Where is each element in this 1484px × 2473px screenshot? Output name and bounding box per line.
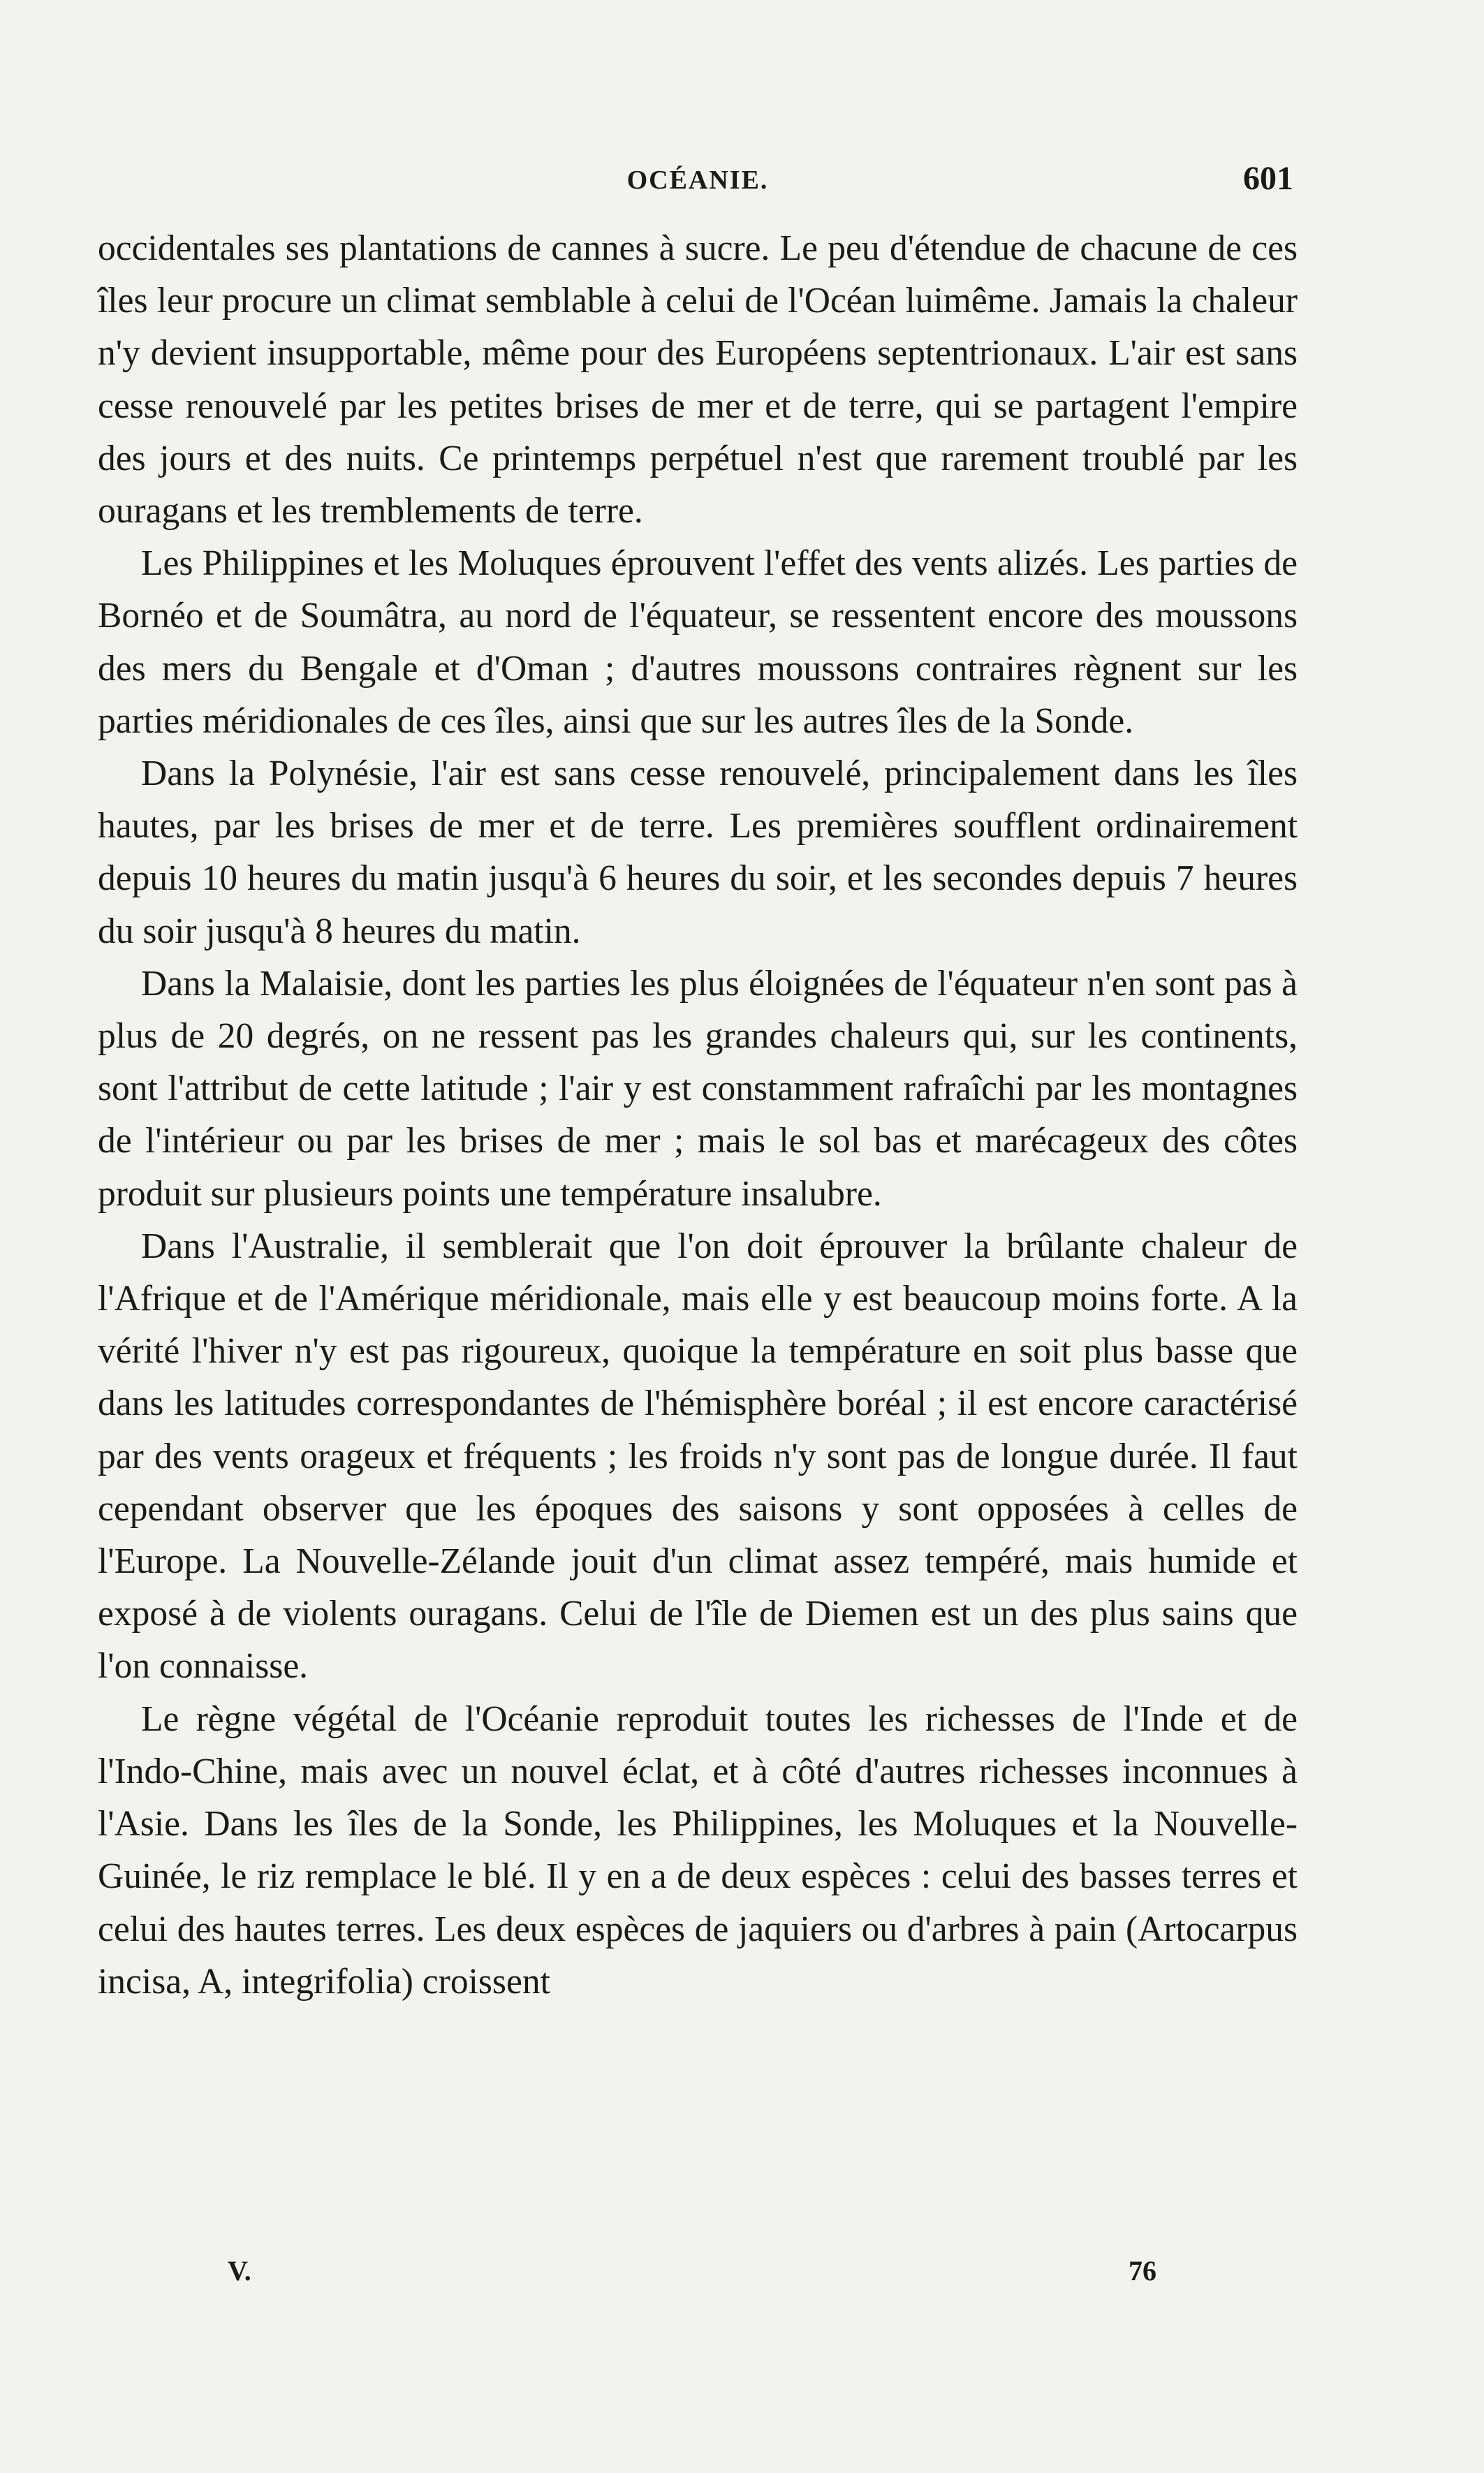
signature-mark: 76 — [1129, 2255, 1156, 2287]
paragraph-philippines: Les Philippines et les Moluques éprouvent l'effet des vents alizés. Les parties de Bornéo et de Soumâtra, au nord de l'équateur, se ressentent encore des moussons des mers du Bengale et d'Oman ; d'autres moussons contraires règnent sur les parties méridionales de ces îles, ainsi que sur les autres îles de la Sonde. — [98, 543, 1298, 741]
running-head: OCÉANIE. — [626, 166, 769, 195]
volume-mark: V. — [228, 2255, 251, 2287]
paragraph-australie: Dans l'Australie, il semblerait que l'on doit éprouver la brûlante chaleur de l'Afrique et de l'Amérique méridionale, mais elle y est beaucoup moins forte. A la vérité l'hiver n'y est pas rigoureux, quoique la température en soit plus basse que dans les latitudes correspondantes de l'hémisphère boréal ; il est encore caractérisé par des vents orageux et fréquents ; les froids n'y sont pas de longue durée. Il faut cependant observer que les époques des saisons y sont opposées à celles de l'Europe. La Nouvelle-Zélande jouit d'un climat assez tempéré, mais humide et exposé à de violents ouragans. Celui de l'île de Diemen est un des plus sains que l'on connaisse. — [98, 1226, 1298, 1687]
paragraph-polynesie: Dans la Polynésie, l'air est sans cesse renouvelé, principalement dans les îles hautes, par les brises de mer et de terre. Les premières soufflent ordinairement depuis 10 heures du matin jusqu'à 6 heures du soir, et les secondes depuis 7 heures du soir jusqu'à 8 heures du matin. — [98, 754, 1298, 951]
page-footer — [98, 2254, 1298, 2296]
paragraph-intro: occidentales ses plantations de cannes à sucre. Le peu d'étendue de chacune de ces îles leur procure un climat semblable à celui de l'Océan luimême. Jamais la chaleur n'y devient insupportable, même pour des Européens septentrionaux. L'air est sans cesse renouvelé par les petites brises de mer et de terre, qui se partagent l'empire des jours et des nuits. Ce printemps perpétuel n'est que rarement troublé par les ouragans et les tremblements de terre. — [98, 228, 1298, 531]
body-text — [98, 222, 1298, 2008]
page-number: 601 — [1243, 160, 1293, 197]
page-header — [98, 159, 1298, 215]
paragraph-regne-vegetal: Le règne végétal de l'Océanie reproduit toutes les richesses de l'Inde et de l'Indo-Chine, mais avec un nouvel éclat, et à côté d'autres richesses inconnues à l'Asie. Dans les îles de la Sonde, les Philippines, les Moluques et la Nouvelle-Guinée, le riz remplace le blé. Il y en a de deux espèces : celui des basses terres et celui des hautes terres. Les deux espèces de jaquiers ou d'arbres à pain (Artocarpus incisa, A, integrifolia) croissent — [98, 1698, 1298, 2002]
paragraph-malaisie: Dans la Malaisie, dont les parties les plus éloignées de l'équateur n'en sont pas à plus de 20 degrés, on ne ressent pas les grandes chaleurs qui, sur les continents, sont l'attribut de cette latitude ; l'air y est constamment rafraîchi par les montagnes de l'intérieur ou par les brises de mer ; mais le sol bas et marécageux des côtes produit sur plusieurs points une température insalubre. — [98, 963, 1298, 1214]
